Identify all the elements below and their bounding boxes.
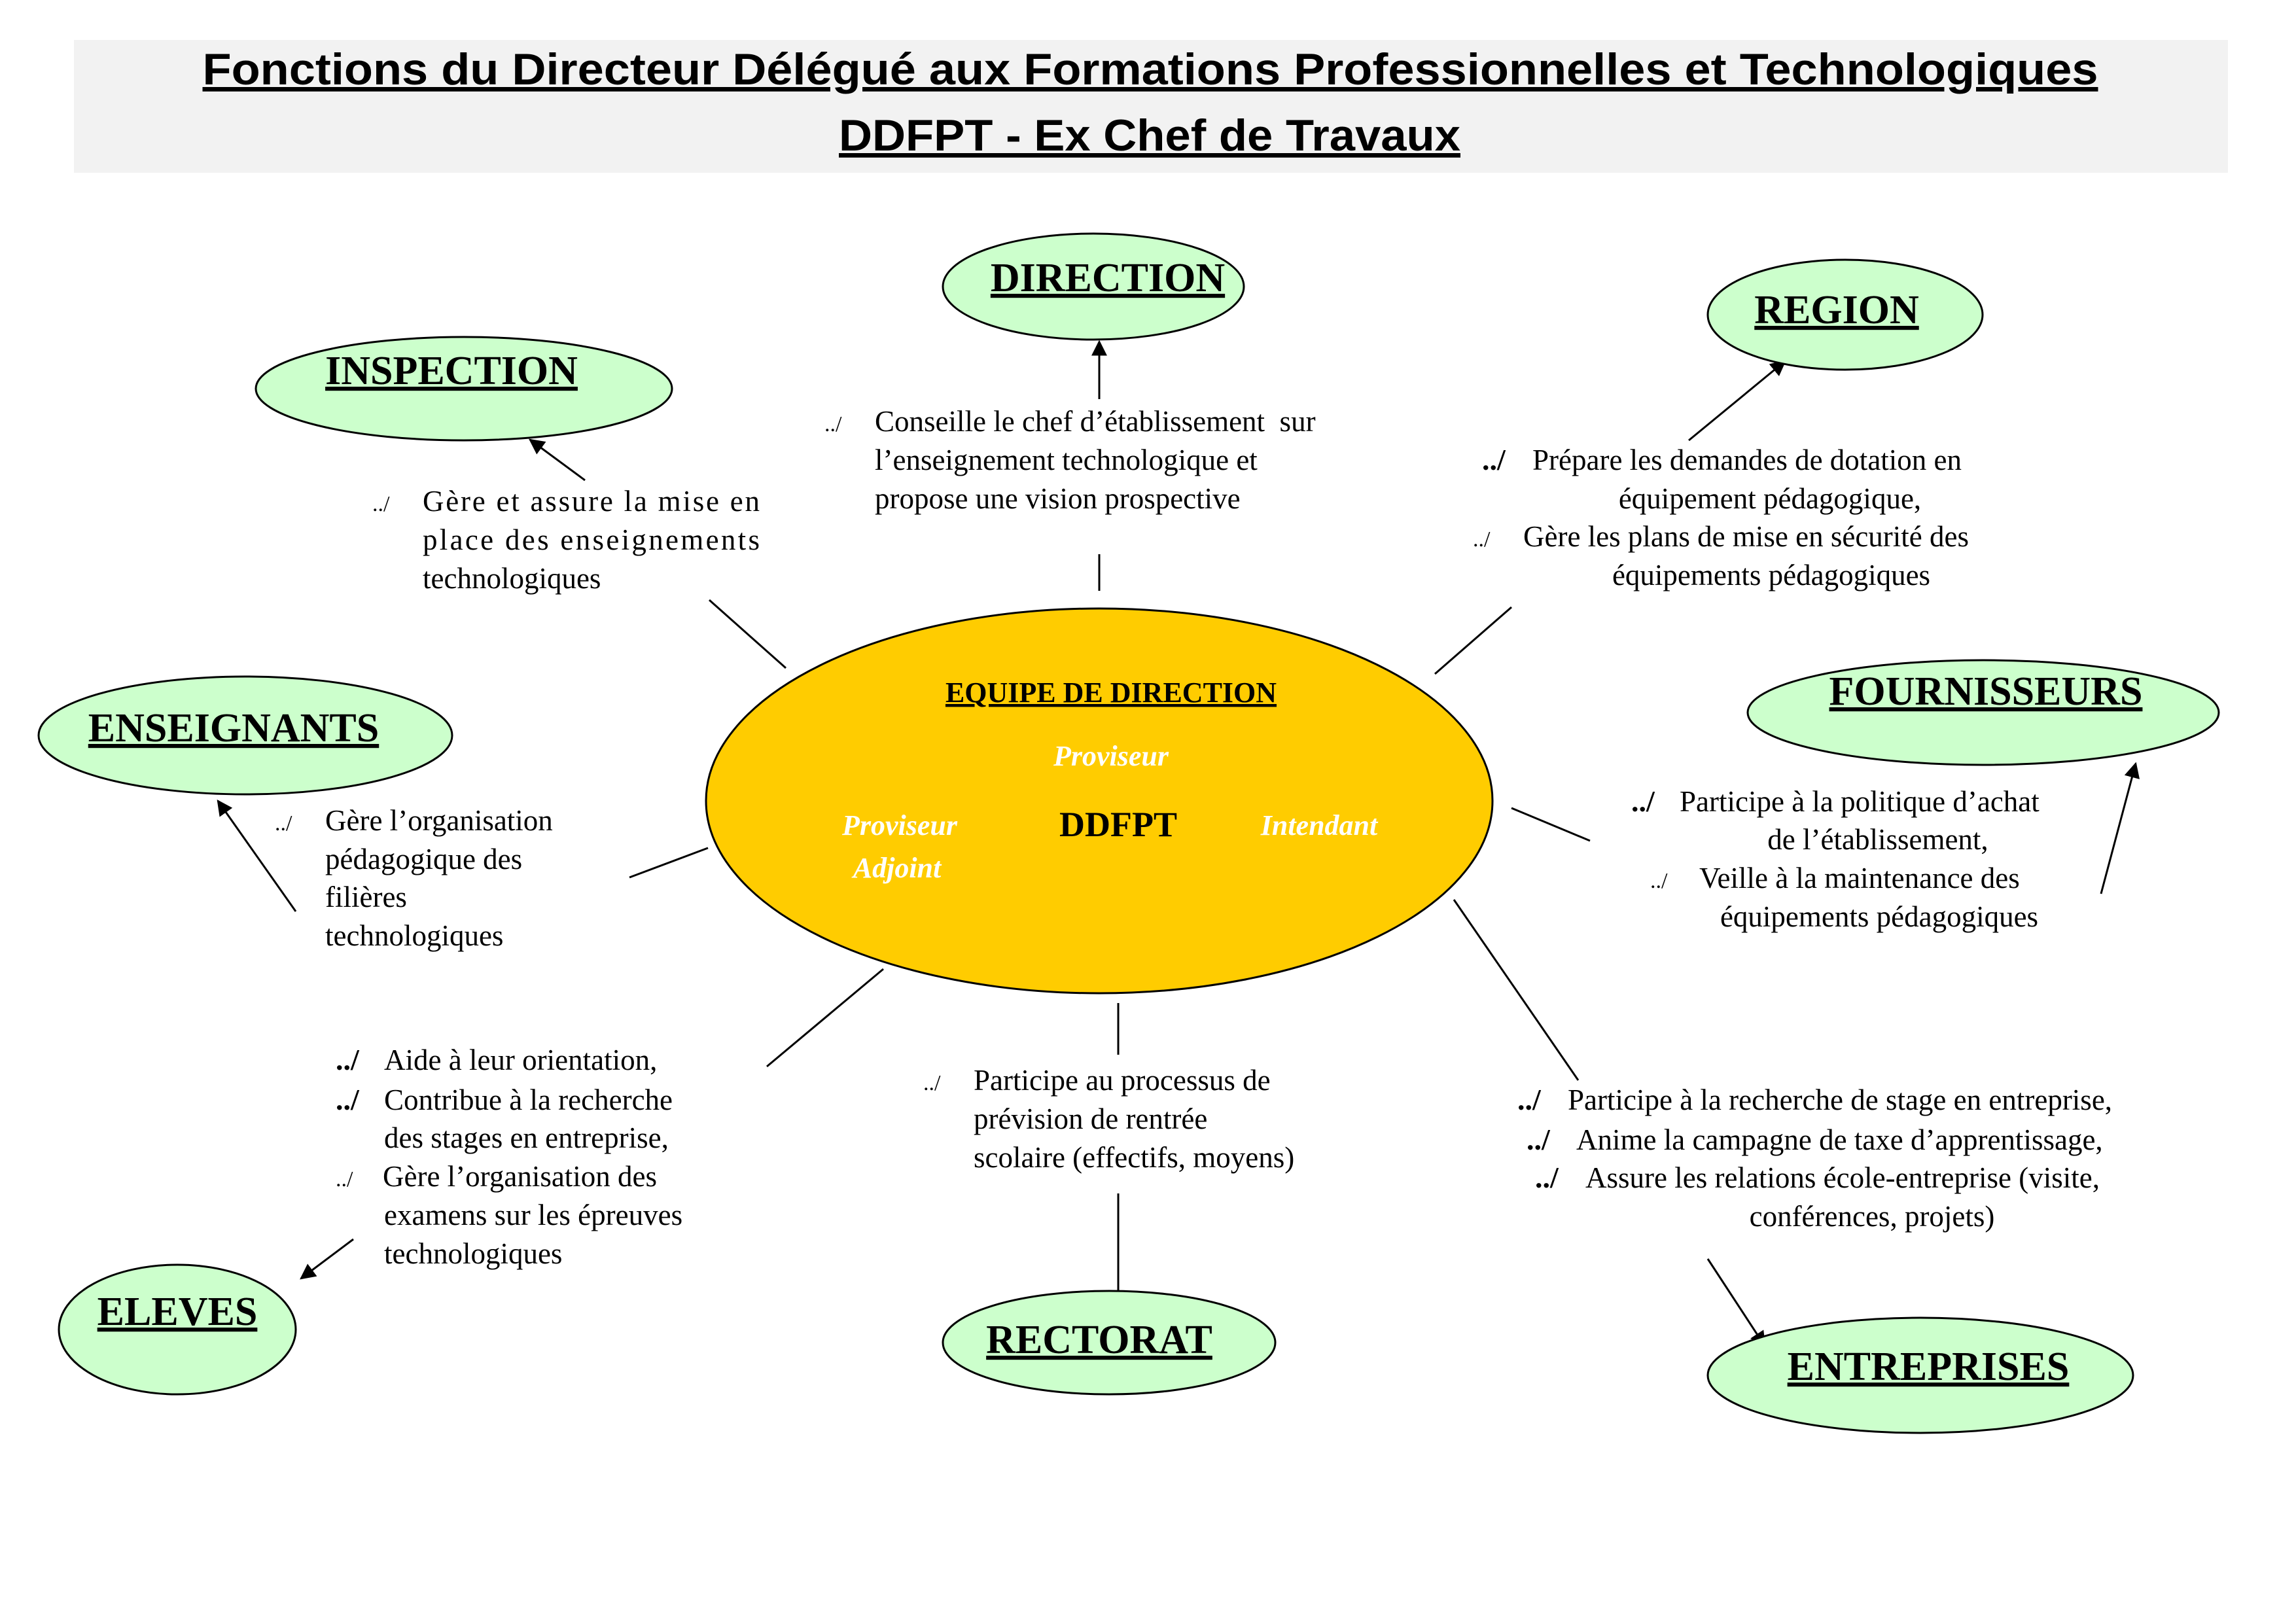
description-line: technologiques: [325, 919, 504, 952]
description-line: Participe au processus de: [974, 1064, 1271, 1097]
bullet-marker: ../: [372, 492, 390, 516]
description-line: Gère l’organisation des: [383, 1160, 658, 1193]
description-line: Veille à la maintenance des: [1699, 862, 2020, 894]
role-proviseur-adjoint-line-2: Adjoint: [853, 852, 942, 884]
description-line: des stages en entreprise,: [384, 1121, 669, 1154]
node-region: [1708, 260, 1983, 370]
eleves-description: [336, 1043, 682, 1270]
description-line: Assure les relations école-entreprise (visite,: [1585, 1161, 2100, 1194]
title-line-1: Fonctions du Directeur Délégué aux Formations Professionnelles et Technologiques: [202, 44, 2098, 94]
description-line: équipement pédagogique,: [1618, 482, 1922, 515]
connector-entreprises: [1454, 900, 1578, 1080]
description-line: Participe à la recherche de stage en entreprise,: [1568, 1084, 2113, 1116]
bullet-marker: ../: [275, 811, 292, 836]
connector-region: [1435, 607, 1511, 674]
description-line: Gère les plans de mise en sécurité des: [1523, 520, 1969, 553]
bullet-marker: ../: [1631, 785, 1655, 818]
description-line: équipements pédagogiques: [1612, 559, 1931, 591]
description-line: scolaire (effectifs, moyens): [974, 1141, 1295, 1174]
description-line: pédagogique des: [325, 843, 523, 875]
description-line: Gère et assure la mise en: [423, 485, 760, 518]
description-line: technologiques: [384, 1237, 563, 1270]
hub-equipe-de-direction: [706, 608, 1492, 993]
connector-eleves: [767, 969, 883, 1067]
description-line: l’enseignement technologique et: [875, 444, 1258, 476]
node-direction-label: DIRECTION: [990, 256, 1226, 300]
arrow-to-fournisseurs: [2101, 764, 2136, 894]
description-line: examens sur les épreuves: [384, 1199, 683, 1231]
role-ddfpt: DDFPT: [1059, 805, 1177, 844]
entreprises-description: [1517, 1083, 2112, 1233]
bullet-marker: ../: [336, 1083, 359, 1116]
direction-description: [824, 405, 1316, 515]
inspection-description: [372, 485, 760, 595]
connector-inspection: [709, 600, 786, 668]
description-line: Anime la campagne de taxe d’apprentissage,: [1576, 1123, 2103, 1156]
description-line: équipements pédagogiques: [1720, 900, 2039, 933]
node-rectorat: [943, 1291, 1275, 1394]
arrow-to-entreprises: [1708, 1259, 1765, 1346]
bullet-marker: ../: [923, 1071, 941, 1095]
rectorat-description: [923, 1064, 1294, 1174]
node-direction: [943, 234, 1244, 340]
node-rectorat-label: RECTORAT: [986, 1318, 1212, 1362]
connector-fournisseurs: [1511, 808, 1590, 841]
node-fournisseurs-label: FOURNISSEURS: [1829, 669, 2143, 714]
node-region-label: REGION: [1754, 288, 1919, 332]
description-line: filières: [325, 881, 407, 913]
description-line: Prépare les demandes de dotation en: [1532, 444, 1962, 476]
node-enseignants: [39, 677, 452, 794]
description-line: Gère l’organisation: [325, 804, 553, 837]
enseignants-description: [275, 804, 553, 952]
connector-enseignants: [629, 848, 708, 877]
node-inspection: [256, 337, 672, 440]
description-line: de l’établissement,: [1767, 823, 1988, 856]
region-description: [1473, 443, 1969, 591]
hub-ellipse: [706, 608, 1492, 993]
description-line: Contribue à la recherche: [384, 1084, 673, 1116]
bullet-marker: ../: [336, 1167, 353, 1191]
bullet-marker: ../: [1473, 527, 1491, 552]
description-line: Aide à leur orientation,: [384, 1044, 658, 1076]
description-line: Participe à la politique d’achat: [1680, 785, 2040, 818]
description-line: propose une vision prospective: [875, 482, 1241, 515]
node-entreprises: [1708, 1318, 2133, 1433]
bullet-marker: ../: [1482, 443, 1506, 476]
title-banner: [74, 40, 2228, 173]
hub-heading: EQUIPE DE DIRECTION: [945, 677, 1277, 709]
node-fournisseurs: [1748, 660, 2219, 765]
fournisseurs-description: [1631, 785, 2040, 933]
bullet-marker: ../: [336, 1043, 359, 1076]
bullet-marker: ../: [1517, 1083, 1541, 1116]
description-line: prévision de rentrée: [974, 1102, 1208, 1135]
description-line: technologiques: [423, 562, 601, 595]
description-line: place des enseignements: [423, 523, 760, 556]
node-enseignants-label: ENSEIGNANTS: [88, 706, 380, 750]
role-proviseur: Proviseur: [1053, 740, 1169, 772]
arrow-to-region: [1689, 361, 1785, 440]
bullet-marker: ../: [824, 412, 842, 436]
title-line-2: DDFPT - Ex Chef de Travaux: [839, 111, 1461, 160]
bullet-marker: ../: [1535, 1161, 1559, 1194]
description-line: conférences, projets): [1749, 1200, 1995, 1233]
description-line: Conseille le chef d’établissement sur: [875, 405, 1316, 438]
arrow-to-eleves: [301, 1239, 353, 1278]
node-inspection-label: INSPECTION: [325, 349, 578, 393]
bullet-marker: ../: [1527, 1123, 1550, 1156]
node-eleves-label: ELEVES: [97, 1290, 258, 1334]
arrow-to-inspection: [530, 440, 585, 480]
node-eleves: [59, 1265, 296, 1394]
node-entreprises-label: ENTREPRISES: [1787, 1345, 2070, 1389]
bullet-marker: ../: [1650, 869, 1668, 893]
role-proviseur-adjoint-line-1: Proviseur: [842, 809, 957, 841]
role-intendant: Intendant: [1260, 809, 1378, 841]
